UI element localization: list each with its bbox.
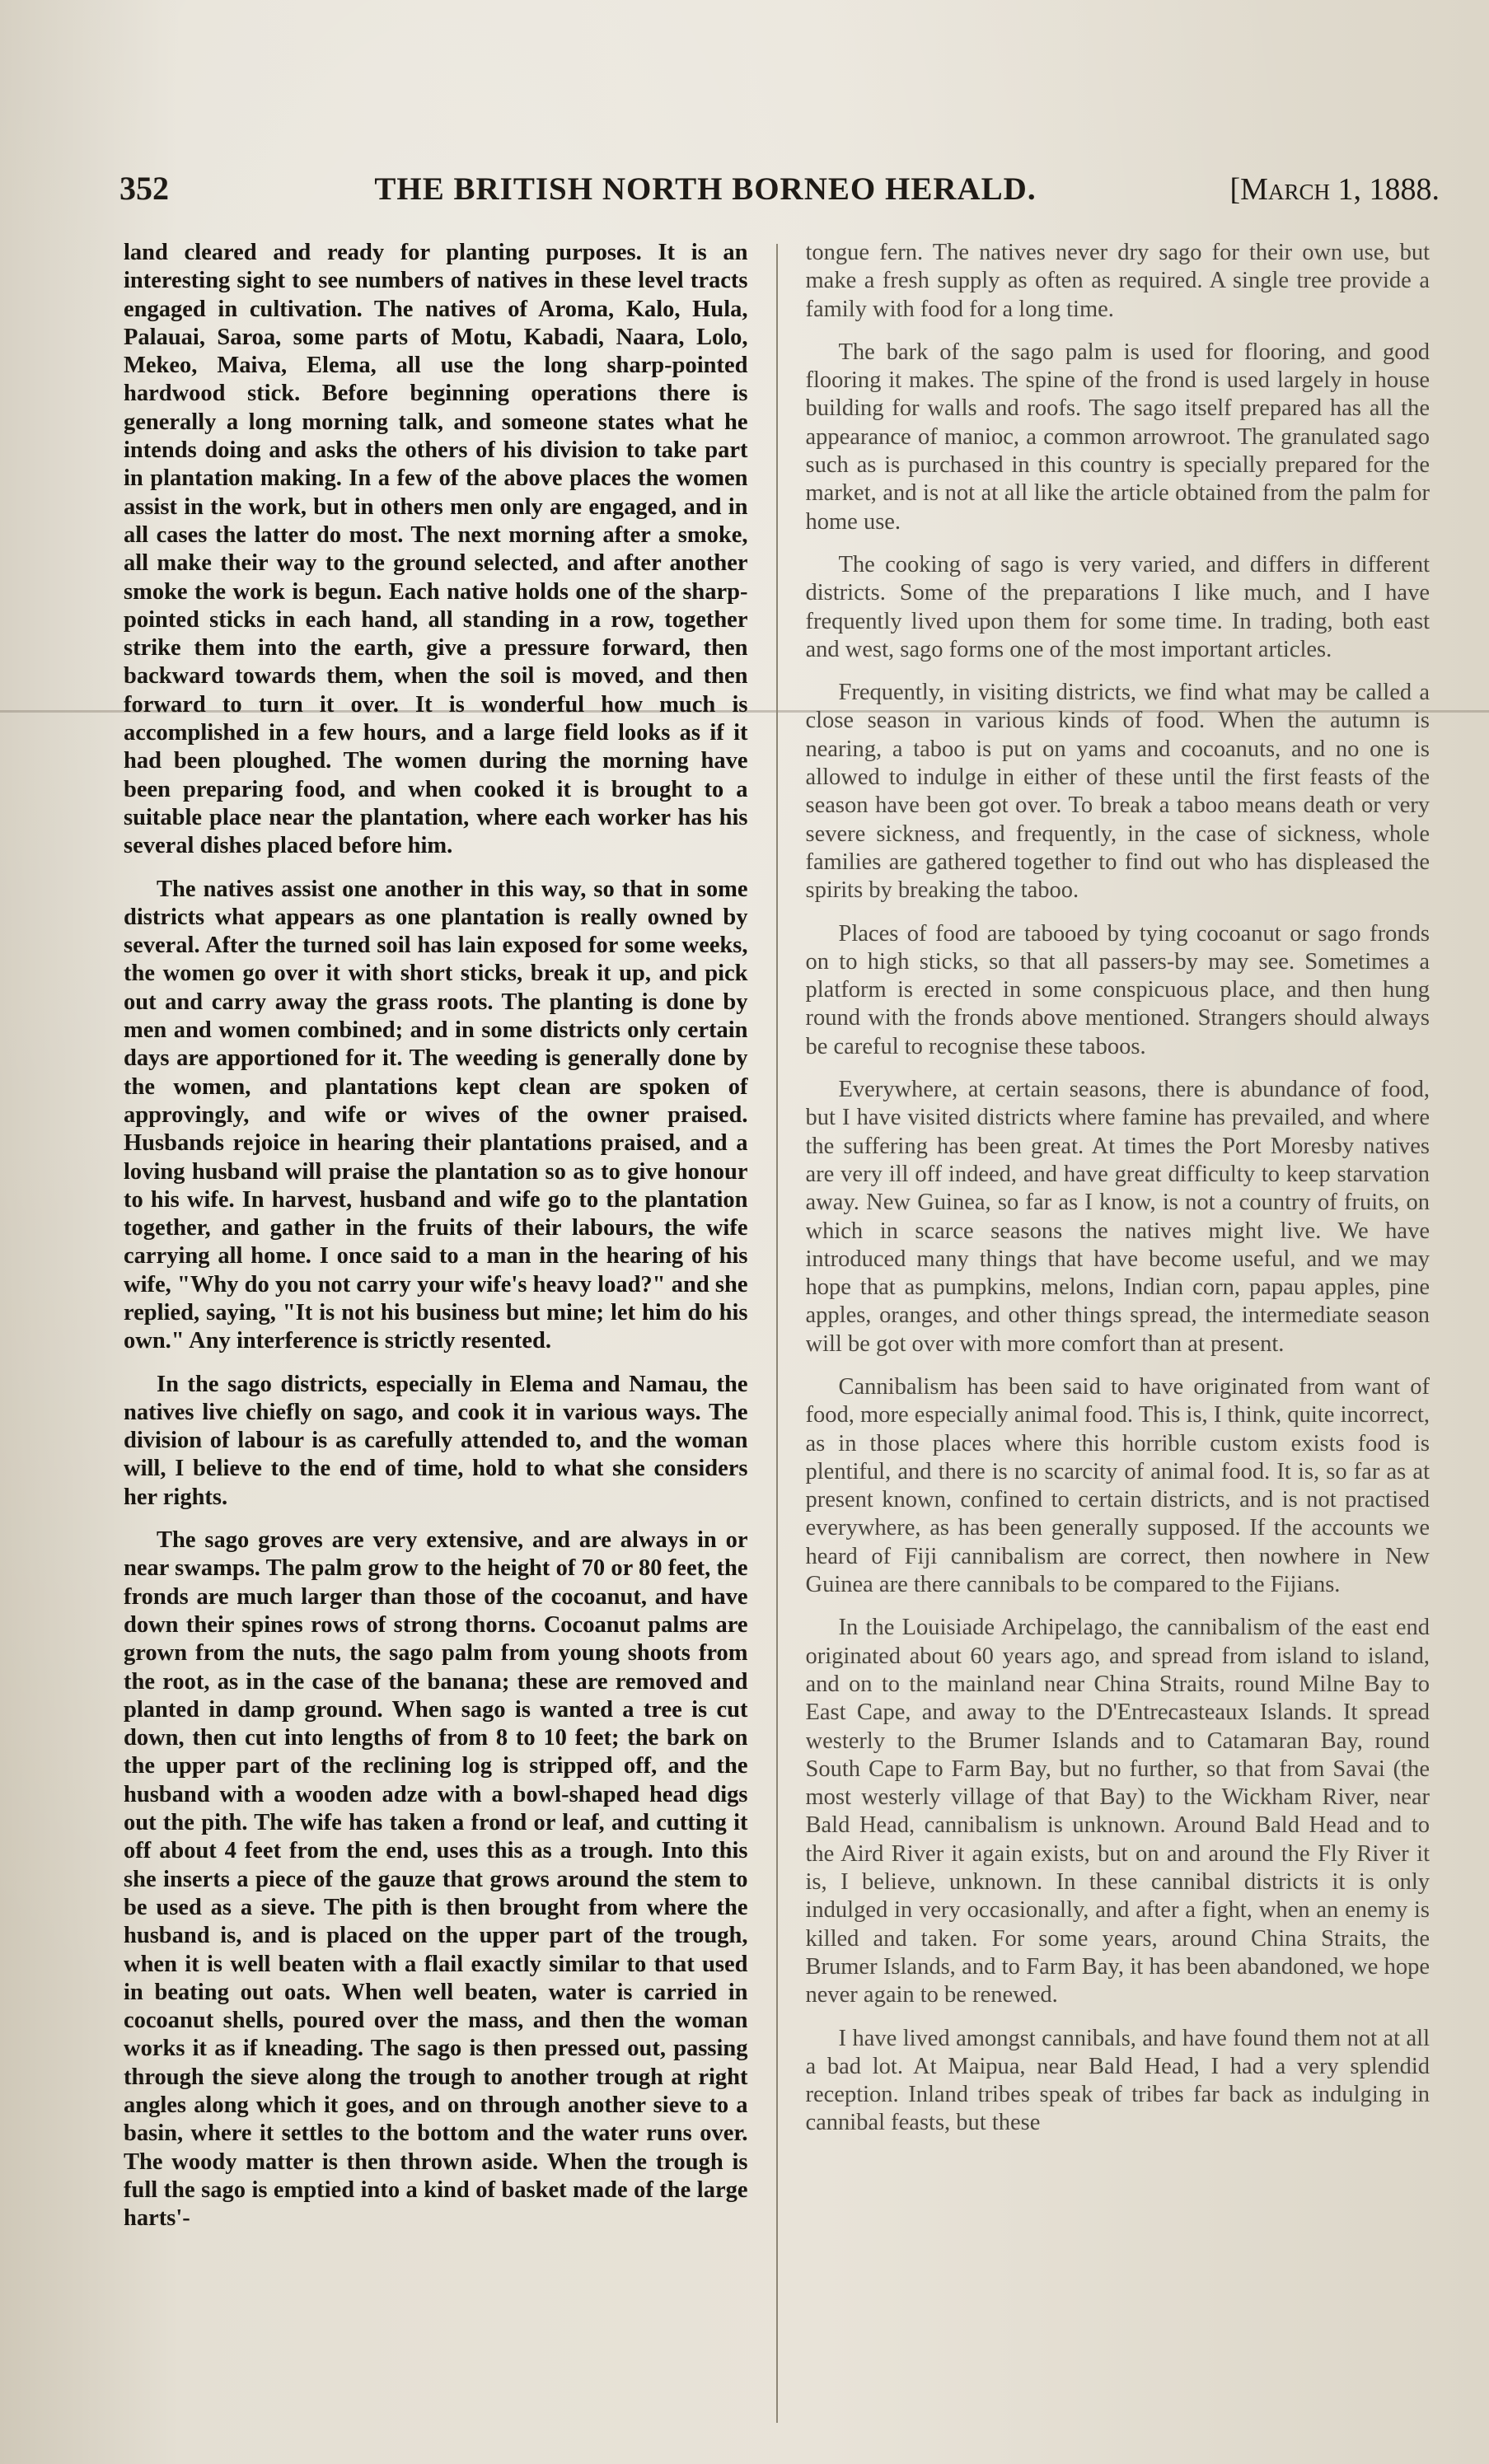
page-number: 352 <box>119 170 169 207</box>
paragraph: I have lived amongst cannibals, and have found them not at all a bad lot. At Maipua, near Bald Head, I had a very splendid reception. Inland tribes speak of tribes far back as indulging in cannibal feasts, but these <box>805 2025 1430 2136</box>
paragraph: The natives assist one another in this way, so that in some districts what appears as one plantation is really owned by several. After the turned soil has lain exposed for some weeks, the women go over it with short sticks, break it up, and pick out and carry away the grass roots. The planting is done by men and women combined; and in some districts only certain days are apportioned for it. The weeding is generally done by the women, and plantations kept clean are spoken of approvingly, and wife or wives of the owner praised. Husbands rejoice in hearing their plantations praised, and a loving husband will praise the plantation so as to give honour to his wife. In harvest, husband and wife go to the plantation together, and gather in the fruits of their labours, the wife carrying all home. I once said to a man in the hearing of his wife, "Why do you not carry your wife's heavy load?" and she replied, saying, "It is not his business but mine; let him do his own." Any interference is strictly resented. <box>124 876 748 1354</box>
paragraph: land cleared and ready for planting purposes. It is an interesting sight to see numbers of natives in these level tracts engaged in cultivation. The natives of Aroma, Kalo, Hula, Palauai, Saroa, some parts of Motu, Kabadi, Naara, Lolo, Mekeo, Maiva, Elema, all use the long sharp-pointed hardwood stick. Before beginning operations there is generally a long morning talk, and someone states what he intends doing and asks the others of his division to take part in plantation making. In a few of the above places the women assist in the work, but in others men only are engaged, and in all cases the latter do most. The next morning after a smoke, all make their way to the ground selected, and after another smoke the work is begun. Each native holds one of the sharp-pointed sticks in each hand, all standing in a row, together strike them into the earth, give a pressure forward, then backward towards them, when the soil is moved, and then forward to turn it over. It is wonderful how much is accomplished in a few hours, and a large field looks as if it had been ploughed. The women during the morning have been preparing food, and when cooked it is brought to a suitable place near the plantation, where each worker has his several dishes placed before him. <box>124 240 748 859</box>
paragraph: In the Louisiade Archipelago, the cannibalism of the east end originated about 60 years ago, and spread from island to island, and on to the mainland near China Straits, round Milne Bay to East Cape, and away to the D'Entrecasteaux Islands. It spread westerly to the Brumer Islands and to Catamaran Bay, round South Cape to Farm Bay, but no further, so that from Savai (the most westerly village of that Bay) to the Wickham River, near Bald Head, cannibalism is unknown. Around Bald Head and to the Aird River it again exists, but on and around the Fly River it is, I believe, unknown. In these cannibal districts it is only indulged in very occasionally, and after a fight, when an enemy is killed and taken. For some years, around China Straits, the Brumer Islands, and to Farm Bay, it has been abandoned, we hope never again to be renewed. <box>805 1615 1430 2008</box>
paragraph: Everywhere, at certain seasons, there is abundance of food, but I have visited districts where famine has prevailed, and where the suffering has been great. At times the Port Moresby natives are very ill off indeed, and have great difficulty to keep starvation away. New Guinea, so far as I know, is not a country of fruits, on which in scarce seasons the natives might live. We have introduced many things that have become useful, and we may hope that as pumpkins, melons, Indian corn, papau apples, pine apples, oranges, and other things spread, the intermediate season will be got over with more comfort than at present. <box>805 1077 1430 1357</box>
column-divider <box>776 244 778 2423</box>
right-column <box>806 239 1430 2423</box>
left-column <box>124 239 748 2423</box>
paragraph: The cooking of sago is very varied, and differs in different districts. Some of the preparations I like much, and I have frequently lived upon them for some time. In trading, both east and west, sago forms one of the most important articles. <box>805 551 1430 662</box>
paragraph: Places of food are tabooed by tying cocoanut or sago fronds on to high sticks, so that all passers-by may see. Sometimes a platform is erected in some conspicuous place, and then hung round with the fronds above mentioned. Strangers should always be careful to recognise these taboos. <box>805 920 1430 1059</box>
paragraph: The bark of the sago palm is used for flooring, and good flooring it makes. The spine of the frond is used largely in house building for walls and roofs. The sago itself prepared has all the appearance of manioc, a common arrowroot. The granulated sago such as is purchased in this country is specially prepared for the market, and is not at all like the article obtained from the palm for home use. <box>805 339 1430 535</box>
page-header <box>119 169 1440 218</box>
paragraph: Cannibalism has been said to have originated from want of food, more especially animal food. This is, I think, quite incorrect, as in those places where this horrible custom exists food is plentiful, and there is no scarcity of animal food. It is, so far as at present known, confined to certain districts, and is not practised everywhere, as has been generally supposed. If the accounts we heard of Fiji cannibalism are correct, then nowhere in New Guinea are there cannibals to be compared to the Fijians. <box>805 1373 1430 1598</box>
issue-date: [March 1, 1888. <box>1229 172 1440 207</box>
article-columns <box>124 239 1430 2423</box>
paragraph: In the sago districts, especially in Elema and Namau, the natives live chiefly on sago, and cook it in various ways. The division of labour is as carefully attended to, and the woman will, I believe to the end of time, hold to what she considers her rights. <box>124 1371 748 1510</box>
newspaper-title: THE BRITISH NORTH BORNEO HERALD. <box>374 171 1037 207</box>
paragraph: Frequently, in visiting districts, we find what may be called a close season in various kinds of food. When the autumn is nearing, a taboo is put on yams and cocoanuts, and no one is allowed to indulge in either of these until the first feasts of the season have been got over. To break a taboo means death or very severe sickness, and frequently, in the case of sickness, whole families are gathered together to find out who has displeased the spirits by breaking the taboo. <box>805 680 1430 904</box>
paragraph: tongue fern. The natives never dry sago for their own use, but make a fresh supply as often as required. A single tree provide a family with food for a long time. <box>805 240 1430 322</box>
paragraph: The sago groves are very extensive, and are always in or near swamps. The palm grow to the height of 70 or 80 feet, the fronds are much larger than those of the cocoanut, and have down their spines rows of strong thorns. Cocoanut palms are grown from the nuts, the sago palm from young shoots from the root, as in the case of the banana; these are removed and planted in damp ground. When sago is wanted a tree is cut down, then cut into lengths of from 8 to 10 feet; the bark on the upper part of the reclining log is stripped off, and the husband with a wooden adze with a bowl-shaped head digs out the pith. The wife has taken a frond or leaf, and cutting it off about 4 feet from the end, uses this as a trough. Into this she inserts a piece of the gauze that grows around the stem to be used as a sieve. The pith is then brought from where the husband is, and is placed on the upper part of the trough, when it is well beaten with a flail exactly similar to that used in beating out oats. When well beaten, water is carried in cocoanut shells, poured over the mass, and then the woman works it as if kneading. The sago is then pressed out, passing through the sieve along the trough to another trough at right angles along which it goes, and on through another sieve to a basin, where it settles to the bottom and the water runs over. The woody matter is then thrown aside. When the trough is full the sago is emptied into a kind of basket made of the large harts'- <box>124 1527 748 2232</box>
